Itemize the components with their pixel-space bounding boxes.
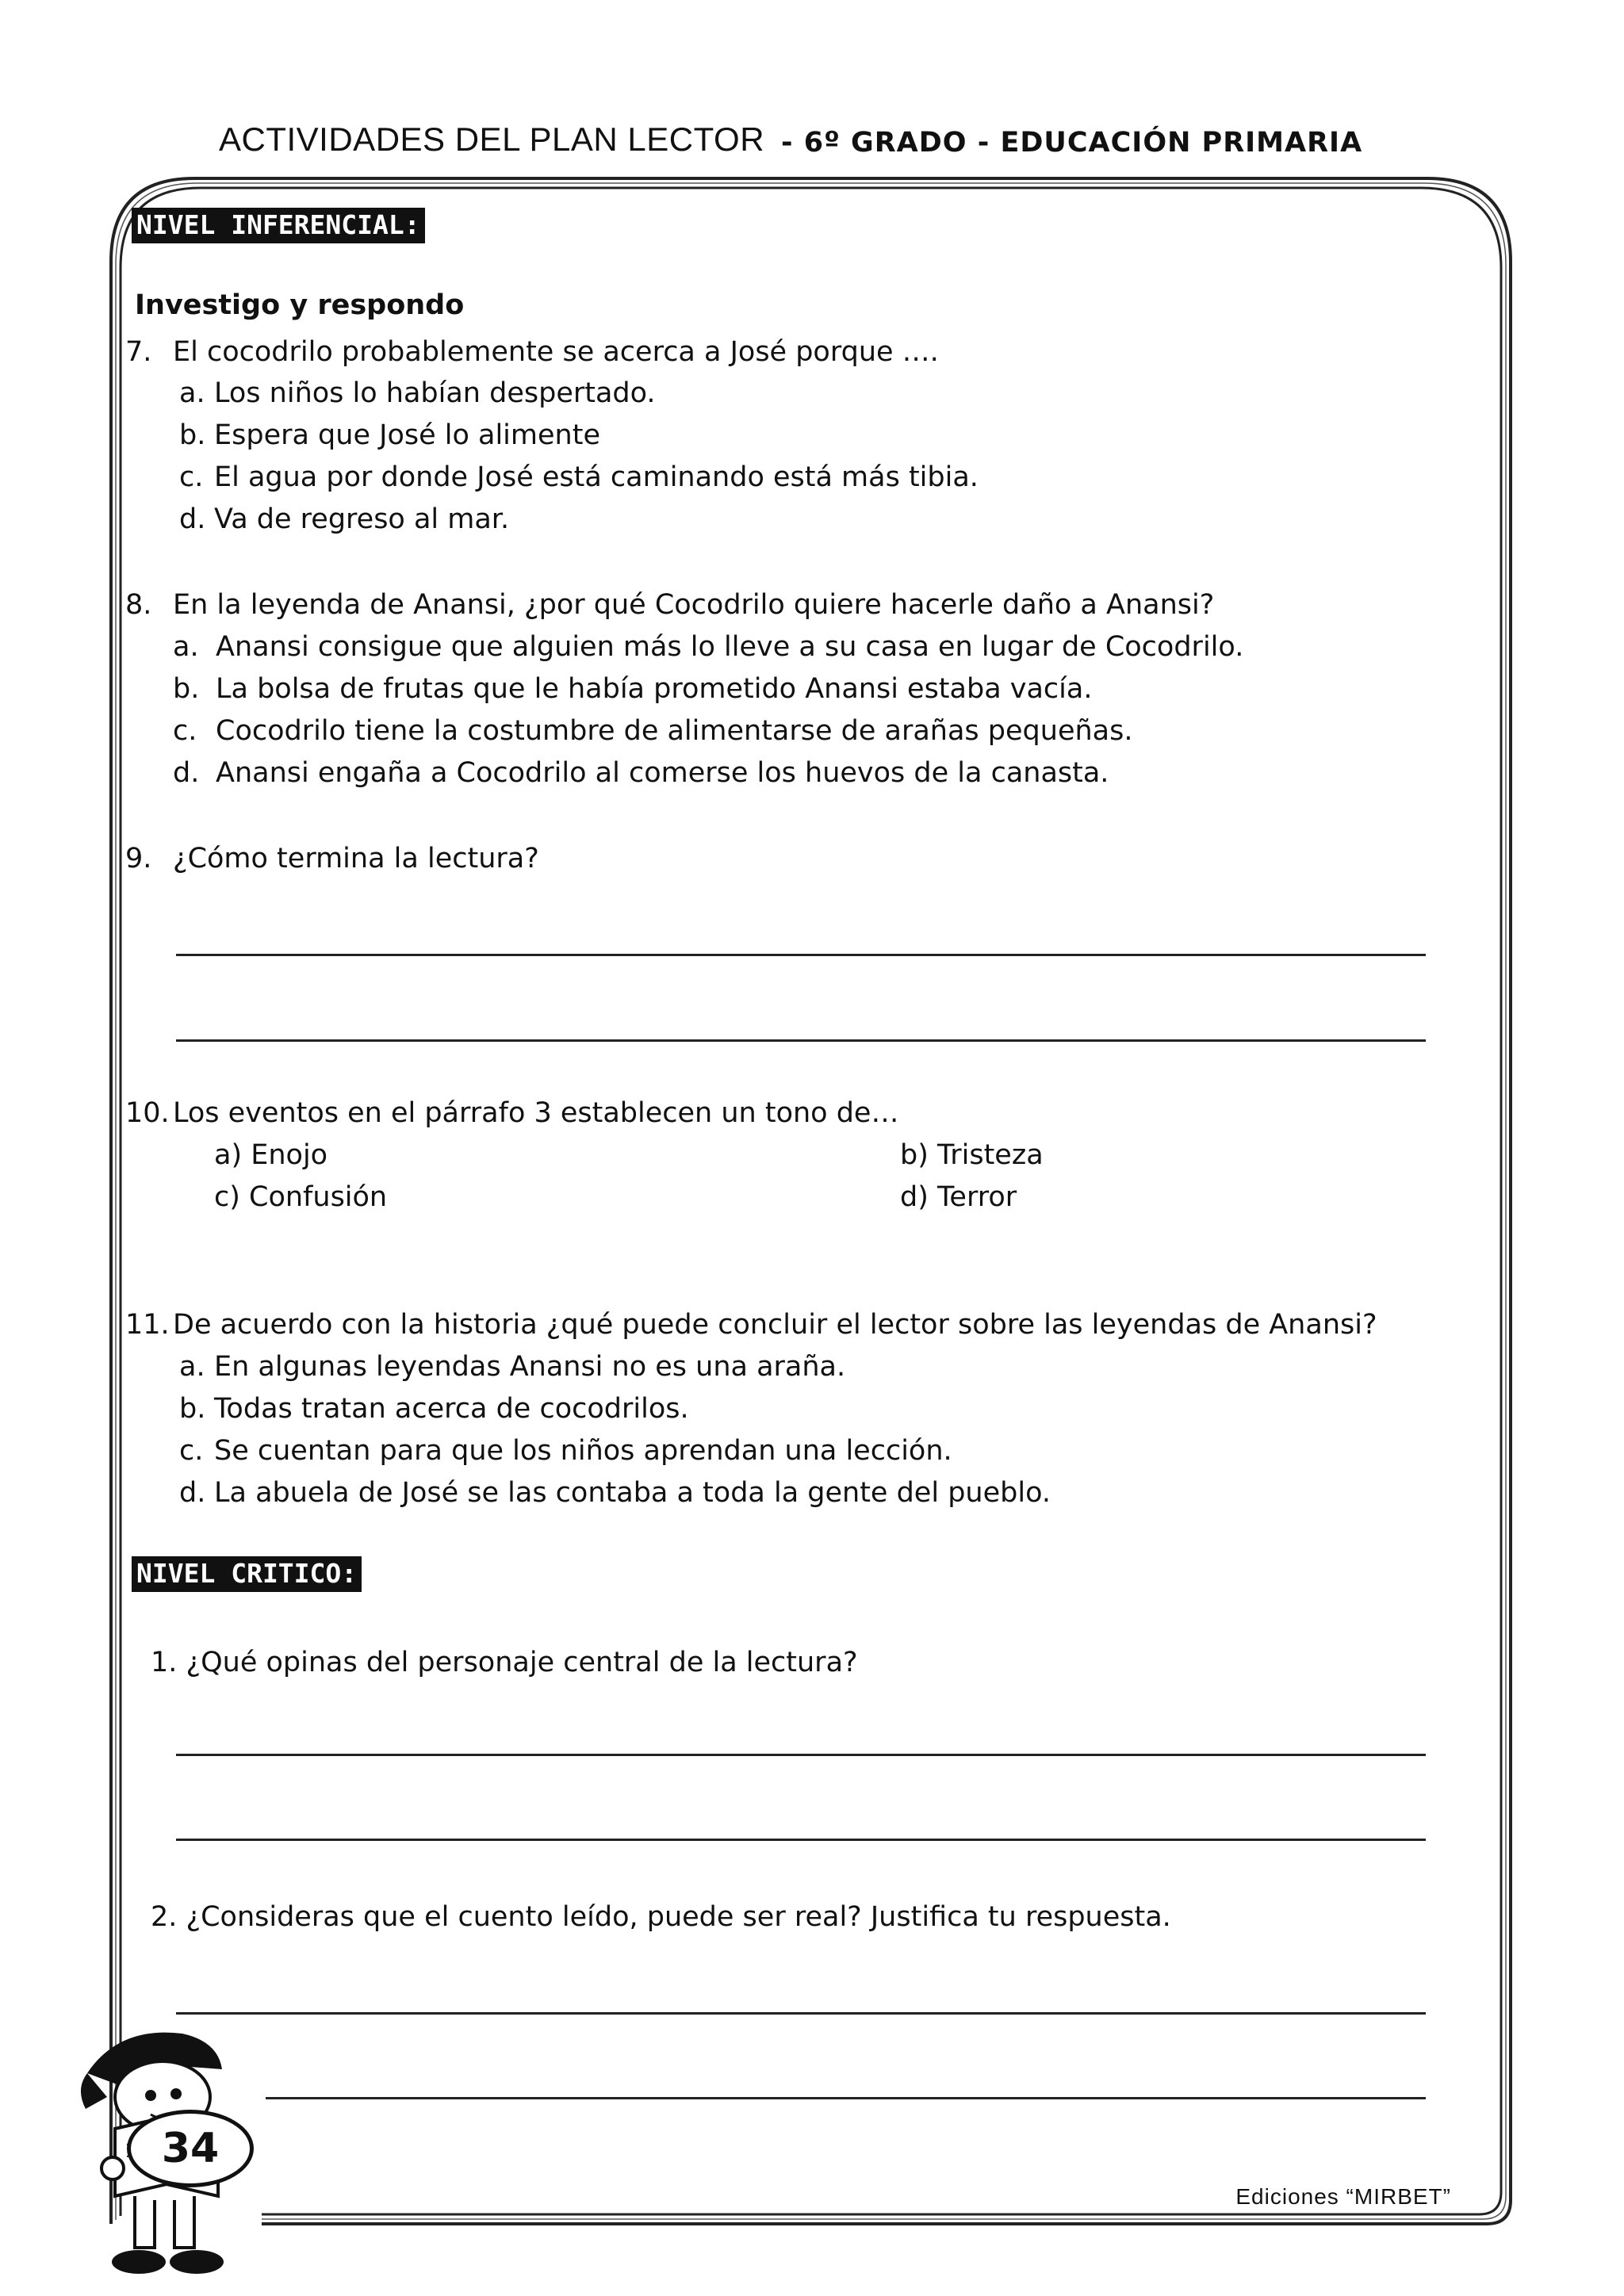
option-text: Los niños lo habían despertado. <box>214 377 656 409</box>
option-d: d) Terror <box>900 1181 1017 1213</box>
option-letter: c. <box>179 461 204 493</box>
option-text: La abuela de José se las contaba a toda la gente del pueblo. <box>214 1477 1051 1509</box>
option-letter: c. <box>173 715 197 747</box>
option-text: Cocodrilo tiene la costumbre de alimentarse de arañas pequeñas. <box>216 715 1133 747</box>
option-text: El agua por donde José está caminando está más tibia. <box>214 461 979 493</box>
option-letter: a. <box>179 377 205 409</box>
option-text: En algunas leyendas Anansi no es una araña. <box>214 1351 846 1383</box>
option-c: c) Confusión <box>214 1181 388 1213</box>
question-text: De acuerdo con la historia ¿qué puede concluir el lector sobre las leyendas de Anansi? <box>173 1309 1377 1341</box>
option-letter: d. <box>179 1477 206 1509</box>
question-text: 2. ¿Consideras que el cuento leído, puede ser real? Justifica tu respuesta. <box>151 1901 1171 1933</box>
question-number: 11. <box>125 1309 170 1341</box>
option-text: Va de regreso al mar. <box>214 503 510 535</box>
option-a: a) Enojo <box>214 1139 328 1171</box>
answer-line[interactable] <box>266 2097 1426 2099</box>
header-grade: - 6º GRADO - EDUCACIÓN PRIMARIA <box>781 127 1363 159</box>
option-letter: b. <box>173 673 200 705</box>
option-text: Anansi engaña a Cocodrilo al comerse los huevos de la canasta. <box>216 757 1109 789</box>
question-text: En la leyenda de Anansi, ¿por qué Cocodrilo quiere hacerle daño a Anansi? <box>173 589 1215 621</box>
option-letter: a. <box>179 1351 205 1383</box>
option-text: Se cuentan para que los niños aprendan una lección. <box>214 1435 952 1467</box>
subheading: Investigo y respondo <box>135 289 465 321</box>
answer-line[interactable] <box>176 1754 1426 1756</box>
option-letter: d. <box>173 757 200 789</box>
option-letter: c. <box>179 1435 204 1467</box>
section-heading-critico: NIVEL CRITICO: <box>132 1556 362 1592</box>
option-text: La bolsa de frutas que le había prometido Anansi estaba vacía. <box>216 673 1093 705</box>
question-number: 7. <box>125 336 152 368</box>
option-letter: b. <box>179 1393 206 1425</box>
option-text: Anansi consigue que alguien más lo lleve a su casa en lugar de Cocodrilo. <box>216 631 1244 663</box>
question-text: ¿Cómo termina la lectura? <box>173 843 539 874</box>
header-title: ACTIVIDADES DEL PLAN LECTOR <box>219 121 765 158</box>
answer-line[interactable] <box>176 1039 1426 1042</box>
answer-line[interactable] <box>176 954 1426 956</box>
option-text: Espera que José lo alimente <box>214 419 600 451</box>
question-text: 1. ¿Qué opinas del personaje central de la lectura? <box>151 1647 858 1678</box>
question-text: El cocodrilo probablemente se acerca a José porque …. <box>173 336 939 368</box>
footer-publisher: Ediciones “MIRBET” <box>1235 2184 1451 2209</box>
option-letter: b. <box>179 419 206 451</box>
page-number: 34 <box>161 2125 220 2172</box>
question-text: Los eventos en el párrafo 3 establecen un tono de… <box>173 1097 899 1129</box>
option-letter: a. <box>173 631 199 663</box>
option-text: Todas tratan acerca de cocodrilos. <box>214 1393 689 1425</box>
option-b: b) Tristeza <box>900 1139 1044 1171</box>
section-heading-inferencial: NIVEL INFERENCIAL: <box>132 208 425 243</box>
question-number: 8. <box>125 589 152 621</box>
page-number-badge <box>127 2110 254 2187</box>
answer-line[interactable] <box>176 2012 1426 2015</box>
answer-line[interactable] <box>176 1839 1426 1841</box>
question-number: 10. <box>125 1097 170 1129</box>
question-number: 9. <box>125 843 152 874</box>
option-letter: d. <box>179 503 206 535</box>
